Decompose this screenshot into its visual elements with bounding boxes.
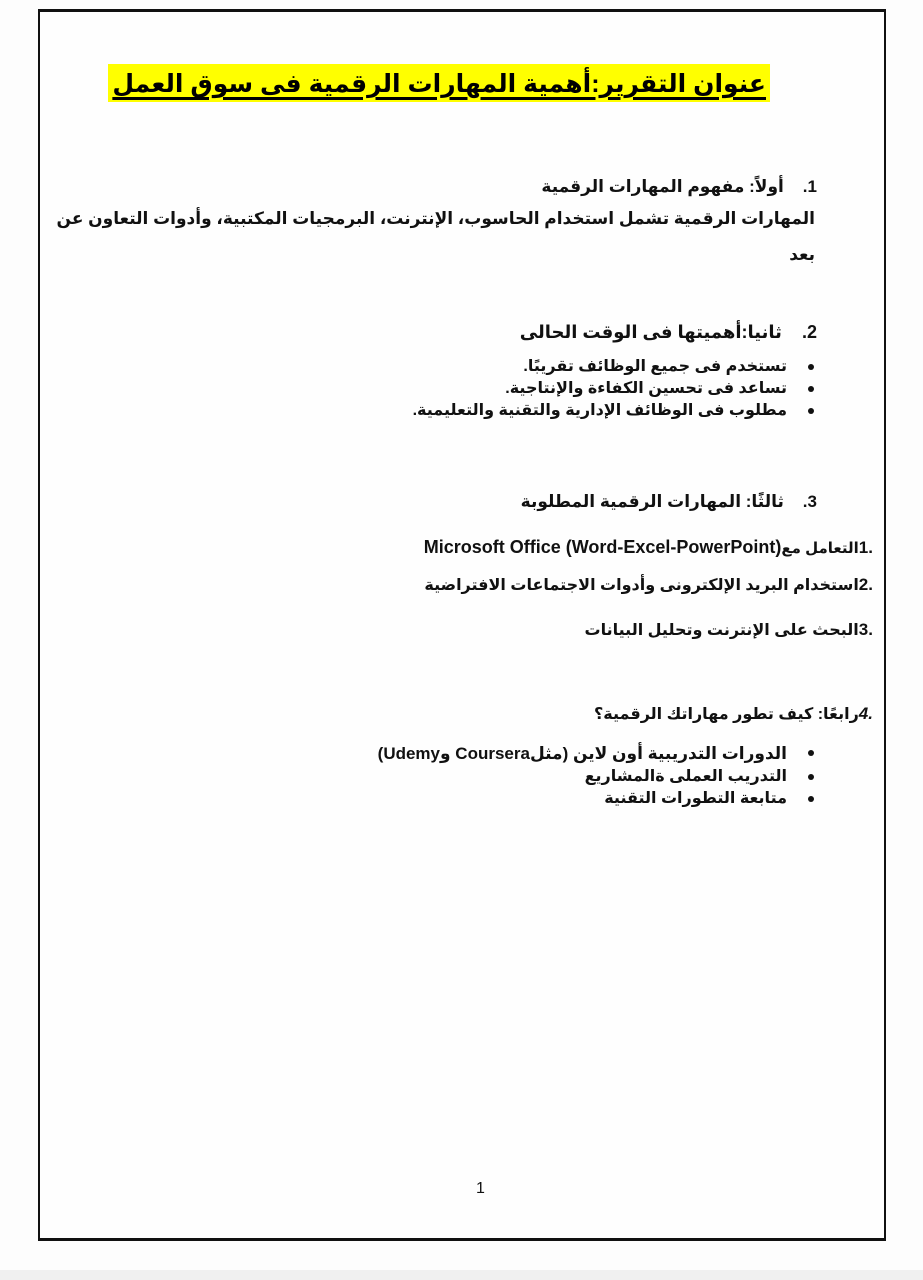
skill-item-3-number: .3 (858, 620, 873, 639)
skill-item-2 (424, 573, 873, 598)
bottom-edge (0, 1270, 923, 1280)
section-4-heading (594, 702, 873, 727)
skill-item-2-number: .2 (858, 575, 873, 594)
bullet-dot-icon (808, 796, 814, 802)
skill-item-1-text: التعامل مع (781, 540, 859, 557)
section-1-paragraph-line-1: المهارات الرقمية تشمل استخدام الحاسوب، الإنترنت، البرمجيات المكتبية، وأدوات التعاون عن (56, 209, 815, 228)
bullet-item: تساعد فى تحسين الكفاءة والإنتاجية. (413, 378, 817, 400)
bullet-item: متابعة التطورات التقنية (378, 788, 817, 810)
skill-item-1 (424, 535, 873, 561)
skill-item-3-text: البحث على الإنترنت وتحليل البيانات (584, 622, 859, 639)
skill-item-1-number: .1 (858, 538, 873, 557)
section-4-title: رابعًا: كيف تطور مهاراتك الرقمية؟ (593, 706, 859, 723)
bullet-item: تستخدم فى جميع الوظائف تقريبًا. (413, 356, 817, 378)
report-title: عنوان التقرير:أهمية المهارات الرقمية فى سوق العمل (108, 64, 770, 102)
bullet-dot-icon (808, 408, 814, 414)
page-number: 1 (476, 1180, 485, 1197)
section-3-heading (521, 490, 817, 514)
section-3-number: 3. (802, 492, 817, 511)
section-4-number: .4 (858, 704, 873, 723)
section-1-number: 1. (802, 177, 817, 196)
section-1-paragraph-line-2: بعد (789, 245, 815, 264)
section-4-bullet-list (378, 742, 817, 810)
section-2-number: 2. (801, 322, 817, 342)
bullet-dot-icon (808, 750, 814, 756)
skill-item-3 (585, 618, 873, 643)
bullet-item: مطلوب فى الوظائف الإدارية والتقنية والتعليمية. (413, 400, 817, 422)
section-2-bullet-list (413, 356, 817, 422)
section-1-title: أولاً: مفهوم المهارات الرقمية (541, 177, 784, 196)
bullet-item: التدريب العملى ةالمشاريع (378, 766, 817, 788)
section-2-title: ثانيا:أهميتها فى الوقت الحالى (519, 322, 782, 342)
skill-item-2-text: استخدام البريد الإلكترونى وأدوات الاجتماعات الافتراضية (424, 577, 859, 594)
bullet-item: الدورات التدريبية أون لاين (مثلCoursera وUdemy) (378, 742, 817, 766)
bullet-dot-icon (808, 386, 814, 392)
skill-item-1-latin: Microsoft Office (Word-Excel-PowerPoint) (423, 537, 782, 557)
bullet-dot-icon (808, 774, 814, 780)
section-2-heading (520, 320, 817, 344)
section-1-heading (541, 175, 817, 199)
bullet-dot-icon (808, 364, 814, 370)
section-3-title: ثالثًا: المهارات الرقمية المطلوبة (520, 492, 784, 511)
